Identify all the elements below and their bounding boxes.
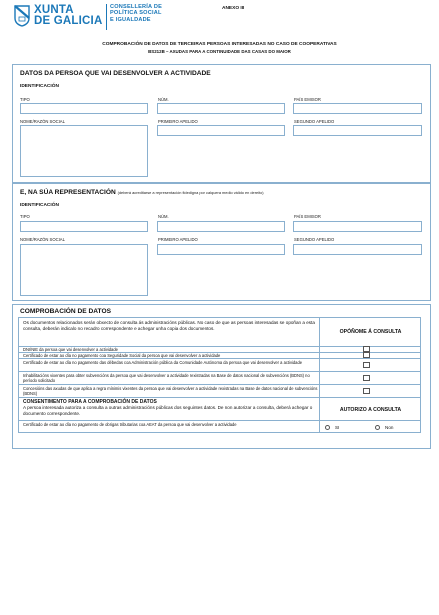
oppose-checkbox[interactable] [363,362,370,368]
row-label: Inhabilitacións vixentes para obter subvencións da persoa que vai desenvolver a actividade rexistradas na Base de datos nacional de subvencións (BDNS) no período solicitado [23,373,310,384]
primeiro-apelido-field[interactable] [157,244,285,255]
logo-divider [106,4,107,30]
table-row [18,358,421,371]
nome-label: NOME/RAZÓN SOCIAL [20,119,65,124]
table-row [18,371,421,384]
pais-emisor-field[interactable] [293,103,422,114]
logo-wordmark: XUNTA DE GALICIA [34,4,103,27]
intro-text: Os documentos relacionados serán obxecto de consulta ás administracións públicas. No caso de que as persoas interesadas se opoñan a esta consulta, deberán indicalo no recadro correspondente e achegar unha copia dos documentos. [23,320,315,332]
section-data-check [12,304,431,449]
identification-label: IDENTIFICACIÓN [20,203,59,208]
tipo-field[interactable] [20,221,148,232]
section-title: E, NA SÚA REPRESENTACIÓN (deberá acreditarse a representación fidedigna por calquera medio válido en dereito) [20,189,264,196]
pais-emisor-label: PAÍS EMISOR [294,97,321,102]
no-label: Non [385,425,394,430]
xunta-logo [14,4,164,32]
yes-label: SI [335,425,340,430]
segundo-apelido-field[interactable] [293,125,422,136]
nome-razon-social-field[interactable] [20,244,148,296]
authorize-column-header: AUTORIZO A CONSULTA [339,407,402,413]
nome-razon-social-field[interactable] [20,125,148,177]
intro-row [18,317,421,346]
primeiro-apelido-label: PRIMEIRO APELIDO [158,119,198,124]
oppose-checkbox[interactable] [363,388,370,394]
xunta-shield-icon [14,5,30,27]
section-title: COMPROBACIÓN DE DATOS [20,308,111,315]
num-field[interactable] [157,103,285,114]
tipo-field[interactable] [20,103,148,114]
section-title: DATOS DA PERSOA QUE VAI DESENVOLVER A ACTIVIDADE [20,70,211,77]
row-label: Certificado de estar ao día no pagamento coa Seguridade Social da persoa que vai desenvolver a actividade [23,353,221,358]
identification-label: IDENTIFICACIÓN [20,84,59,89]
row-label: Certificado de estar ao día no pagamento das débedas coa Administración pública da Comunidade Autónoma da persoa que vai desenvolver a actividade [23,360,303,365]
primeiro-apelido-field[interactable] [157,125,285,136]
nome-label: NOME/RAZÓN SOCIAL [20,237,65,242]
representation-note: (deberá acreditarse a representación fidedigna por calquera medio válido en dereito) [117,190,264,195]
document-title: COMPROBACIÓN DE DATOS DE TERCEIRAS PERSOAS INTERESADAS NO CASO DE COOPERATIVAS [102,42,337,47]
tipo-label: TIPO [20,97,30,102]
tipo-label: TIPO [20,214,30,219]
num-label: NÚM. [158,97,169,102]
consent-title: CONSENTIMENTO PARA A COMPROBACIÓN DE DATOS [23,399,157,405]
row-label: Concesións das axudas de que aplica a regra mínimis vixentes da persoa que vai desenvolver a actividade rexistradas na Base de datos nacional de subvencións (BDNS) [23,386,318,397]
segundo-apelido-field[interactable] [293,244,422,255]
section-representative [12,183,431,301]
num-label: NÚM. [158,214,169,219]
row-label: DNI/NIE da persoa que vai desenvolver a actividade [23,347,118,352]
consent-row [18,397,421,420]
authorize-yes-radio[interactable] [325,425,330,430]
oppose-column-header: OPÓÑOME Á CONSULTA [339,329,402,335]
section-person-data [12,64,431,183]
consent-text: A persoa interesada autoriza a consulta a outras administracións públicas dos seguintes datos. De non autorizar a consulta, deberá achegar o documento correspondente. [23,405,313,416]
pais-emisor-field[interactable] [293,221,422,232]
segundo-apelido-label: SEGUNDO APELIDO [294,237,335,242]
consellaria-name: CONSELLERÍA DE POLÍTICA SOCIAL E IGUALDADE [110,4,163,23]
authorize-no-radio[interactable] [375,425,380,430]
document-header [0,0,439,40]
aeat-row [18,420,421,433]
anexo-label: ANEXO III [222,6,245,11]
num-field[interactable] [157,221,285,232]
oppose-checkbox[interactable] [363,375,370,381]
segundo-apelido-label: SEGUNDO APELIDO [294,119,335,124]
pais-emisor-label: PAÍS EMISOR [294,214,321,219]
row-label: Certificado de estar ao día no pagamento de obrigas tributarias coa AEAT da persoa que vai desenvolver a actividade [23,422,237,427]
document-subtitle: BS212B – AXUDAS PARA A CONTINUIDADE DAS CASAS DO MAIOR [148,48,291,54]
table-row [18,384,421,397]
primeiro-apelido-label: PRIMEIRO APELIDO [158,237,198,242]
